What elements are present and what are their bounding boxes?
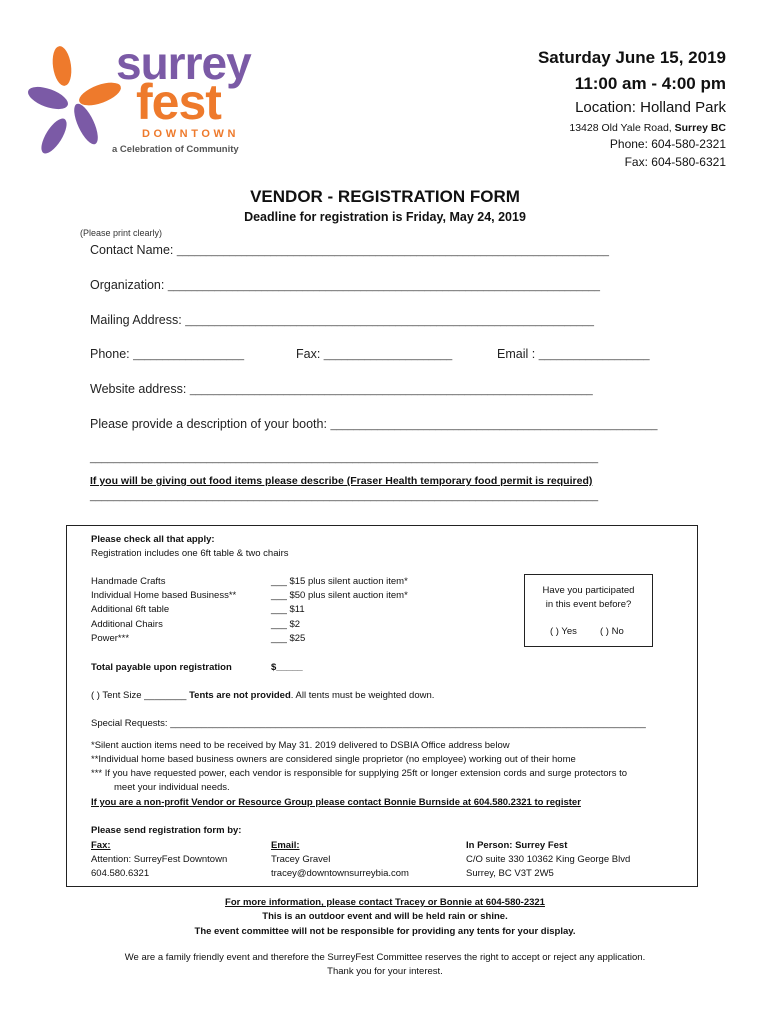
form-title: VENDOR - REGISTRATION FORM <box>250 187 520 206</box>
print-note: (Please print clearly) <box>80 228 163 238</box>
note-silent-auction: *Silent auction items need to be received by May 31. 2019 delivered to DSBIA Office address below <box>91 740 510 751</box>
logo-tagline: a Celebration of Community <box>112 144 239 155</box>
website-label: Website address: <box>90 382 187 396</box>
send-in-person-address-2: Surrey, BC V3T 2W5 <box>466 868 554 879</box>
fee-label-power: Power*** <box>91 633 130 644</box>
check-all-heading: Please check all that apply: <box>91 534 215 545</box>
send-in-person-address-1: C/O suite 330 10362 King George Blvd <box>466 854 631 865</box>
event-location: Location: Holland Park <box>575 99 726 116</box>
participated-question-2: in this event before? <box>545 599 632 610</box>
header-fax: Fax: 604-580-6321 <box>624 155 726 169</box>
fee-option-chairs[interactable]: ___ $2 <box>271 619 301 630</box>
participated-yes-option[interactable]: ( ) Yes <box>550 626 577 637</box>
note-home-business: **Individual home based business owners are considered single proprietor (no employee) working out of their home <box>91 754 576 765</box>
footer-outdoor: This is an outdoor event and will be held rain or shine. <box>262 911 508 922</box>
total-payable-value[interactable]: $_____ <box>271 662 303 673</box>
footer-more-info: For more information, please contact Tracey or Bonnie at 604-580-2321 <box>225 897 545 908</box>
participated-question-1: Have you participated <box>542 585 635 596</box>
send-email-name: Tracey Gravel <box>271 854 331 865</box>
email-line[interactable]: ___________________ <box>538 349 650 361</box>
phone-label: Phone: <box>90 347 130 361</box>
tent-size-line[interactable] <box>91 690 434 701</box>
special-requests-field[interactable] <box>91 718 646 729</box>
event-date: Saturday June 15, 2019 <box>537 48 726 67</box>
flower-icon <box>28 42 128 157</box>
mailing-address-field[interactable] <box>90 313 594 327</box>
phone-line[interactable]: ___________________ <box>133 349 245 361</box>
website-field[interactable] <box>90 382 593 396</box>
header-phone: Phone: 604-580-2321 <box>609 137 726 151</box>
booth-description-field[interactable] <box>90 417 657 431</box>
fee-label-handmade: Handmade Crafts <box>91 576 166 587</box>
participated-no-option[interactable]: ( ) No <box>600 626 624 637</box>
address-city: Surrey BC <box>674 122 726 134</box>
fax-line[interactable]: ______________________ <box>323 349 453 361</box>
fee-option-power[interactable]: ___ $25 <box>271 633 306 644</box>
event-address <box>569 122 726 134</box>
send-email-heading: Email: <box>271 840 300 851</box>
logo-word-surrey: surrey <box>116 37 251 89</box>
fax-field[interactable] <box>296 347 452 361</box>
fee-option-table[interactable]: ___ $11 <box>271 604 305 615</box>
organization-label: Organization: <box>90 278 165 292</box>
organization-line[interactable]: __________________________________________________________________________ <box>167 280 600 292</box>
mailing-address-label: Mailing Address: <box>90 313 182 327</box>
booth-description-label: Please provide a description of your booth: <box>90 417 327 431</box>
email-label: Email : <box>497 347 536 361</box>
food-items-line[interactable]: _______________________________________________________________________________________ <box>90 490 599 502</box>
footer-tents: The event committee will not be responsible for providing any tents for your display. <box>194 926 576 937</box>
send-in-person-heading: In Person: Surrey Fest <box>466 840 568 851</box>
special-requests-label: Special Requests: <box>91 718 171 729</box>
phone-field[interactable] <box>90 347 244 361</box>
booth-description-line-2[interactable]: _______________________________________________________________________________________ <box>90 452 599 464</box>
surreyfest-logo <box>28 36 268 166</box>
form-deadline: Deadline for registration is Friday, May 24, 2019 <box>244 210 526 224</box>
tent-not-provided: Tents are not provided <box>189 690 291 701</box>
fee-label-table: Additional 6ft table <box>91 604 170 615</box>
email-field[interactable] <box>497 347 650 361</box>
fee-option-home-business[interactable]: ___ $50 plus silent auction item* <box>271 590 408 601</box>
website-line[interactable]: _____________________________________________________________________ <box>189 384 593 396</box>
organization-field[interactable] <box>90 278 600 292</box>
logo-word-downtown: DOWNTOWN <box>142 128 240 140</box>
send-by-heading: Please send registration form by: <box>91 825 242 836</box>
contact-name-field[interactable] <box>90 243 609 257</box>
fee-option-handmade[interactable]: ___ $15 plus silent auction item* <box>271 576 408 587</box>
send-fax-number: 604.580.6321 <box>91 868 150 879</box>
event-time: 11:00 am - 4:00 pm <box>574 74 726 93</box>
send-fax-attention: Attention: SurreyFest Downtown <box>91 854 228 865</box>
contact-name-line[interactable]: __________________________________________________________________________ <box>176 245 609 257</box>
tent-size-prefix[interactable]: ( ) Tent Size ________ <box>91 690 190 701</box>
address-street: 13428 Old Yale Road, <box>569 122 675 134</box>
send-fax-heading: Fax: <box>91 840 111 851</box>
tent-weighted-note: . All tents must be weighted down. <box>290 690 435 701</box>
total-payable-label: Total payable upon registration <box>91 662 232 673</box>
fee-label-home-business: Individual Home based Business** <box>91 590 237 601</box>
logo-word-fest: fest <box>136 74 221 130</box>
footer-thank-you: Thank you for your interest. <box>327 966 443 977</box>
food-items-note: If you will be giving out food items please describe (Fraser Health temporary food permit is required) <box>90 475 593 487</box>
mailing-address-line[interactable]: ______________________________________________________________________ <box>185 315 594 327</box>
special-requests-line[interactable]: __________________________________________________________________________________________ <box>170 718 646 729</box>
booth-description-line[interactable]: ________________________________________________________ <box>330 419 658 431</box>
registration-includes: Registration includes one 6ft table & two chairs <box>91 548 289 559</box>
contact-name-label: Contact Name: <box>90 243 174 257</box>
fee-label-chairs: Additional Chairs <box>91 619 163 630</box>
note-power-cont: meet your individual needs. <box>114 782 230 793</box>
footer-family-friendly: We are a family friendly event and therefore the SurreyFest Committee reserves the right to accept or reject any application. <box>124 952 646 963</box>
note-power: *** If you have requested power, each vendor is responsible for supplying 25ft or longer extension cords and surge protectors to <box>91 768 628 779</box>
send-email-address[interactable]: tracey@downtownsurreybia.com <box>271 868 409 879</box>
participated-box <box>524 574 653 647</box>
nonprofit-note: If you are a non-profit Vendor or Resource Group please contact Bonnie Burnside at 604.580.2321 to register <box>91 797 581 808</box>
fax-label: Fax: <box>296 347 321 361</box>
